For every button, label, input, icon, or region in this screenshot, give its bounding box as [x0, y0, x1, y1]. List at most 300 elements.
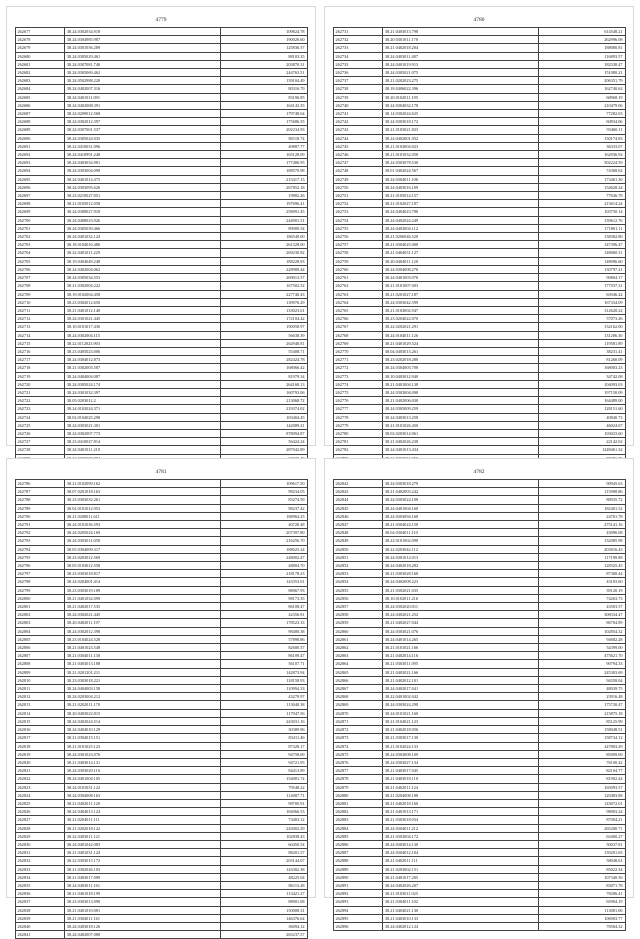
account-code-cell: 38.21.0404021.130: [382, 906, 538, 914]
amount-cell: 244901.51: [220, 216, 307, 224]
amount-cell: 94721.95: [220, 758, 307, 766]
account-code-cell: 38.21.0401017.205: [382, 873, 538, 881]
row-id-cell: 262691: [15, 142, 64, 150]
amount-cell: 89909.54: [220, 224, 307, 232]
amount-cell: 94682.28: [538, 635, 625, 643]
amount-cell: 265200.71: [538, 824, 625, 832]
account-code-cell: 38.21.0403021.166: [382, 668, 538, 676]
amount-cell: 113081.06: [538, 906, 625, 914]
table-row: [333, 480, 625, 488]
account-code-cell: 38.23.0410027.814: [64, 438, 220, 446]
table-row: [15, 931, 307, 939]
table-row: [333, 372, 625, 380]
table-row: [333, 397, 625, 405]
amount-cell: 77636.78: [538, 192, 625, 200]
row-id-cell: 262780: [333, 429, 382, 437]
table-row: [15, 421, 307, 429]
table-row: [15, 562, 307, 570]
row-id-cell: 262763: [333, 290, 382, 298]
row-id-cell: 262774: [333, 380, 382, 388]
page-number: 4781: [155, 469, 167, 475]
row-id-cell: 262726: [15, 429, 64, 437]
amount-cell: 182338.47: [538, 60, 625, 68]
amount-cell: 143353.01: [220, 578, 307, 586]
row-id-cell: 262765: [333, 306, 382, 314]
row-id-cell: 262842: [333, 480, 382, 488]
amount-cell: 83274.59: [220, 496, 307, 504]
account-code-cell: 38.10.0102011.216: [382, 594, 538, 602]
row-id-cell: 262694: [15, 167, 64, 175]
amount-cell: 131206.30: [538, 331, 625, 339]
amount-cell: 203144.67: [220, 857, 307, 865]
table-row: [15, 118, 307, 126]
table-row: [333, 167, 625, 175]
amount-cell: 63400.27: [538, 832, 625, 840]
table-row: [333, 159, 625, 167]
table-row: [333, 644, 625, 652]
row-id-cell: 262817: [15, 734, 64, 742]
row-id-cell: 262871: [333, 717, 382, 725]
row-id-cell: 262711: [15, 306, 64, 314]
account-code-cell: 38.24.0403011.487: [382, 52, 538, 60]
table-row: [333, 709, 625, 717]
row-id-cell: 262738: [333, 85, 382, 93]
account-code-cell: 38.24.0402018.282: [382, 562, 538, 570]
table-row: [333, 914, 625, 922]
amount-cell: 218178.23: [220, 570, 307, 578]
row-id-cell: 262725: [15, 421, 64, 429]
row-id-cell: 262698: [15, 200, 64, 208]
table-row: [15, 28, 307, 36]
row-id-cell: 262833: [15, 865, 64, 873]
table-row: [333, 126, 625, 134]
amount-cell: 245303.69: [538, 668, 625, 676]
row-id-cell: 262821: [15, 767, 64, 775]
amount-cell: 43279.97: [220, 693, 307, 701]
table-row: [15, 537, 307, 545]
account-code-cell: 38.21.0401018.199: [64, 890, 220, 898]
amount-cell: 103750.14: [538, 208, 625, 216]
amount-cell: 1248461.32: [538, 446, 625, 454]
account-code-cell: 38.24.0301021.445: [64, 315, 220, 323]
row-id-cell: 262716: [15, 347, 64, 355]
row-id-cell: 262853: [333, 570, 382, 578]
amount-cell: 82600.37: [220, 644, 307, 652]
row-id-cell: 262731: [333, 28, 382, 36]
row-id-cell: 262793: [15, 537, 64, 545]
amount-cell: 203870.31: [220, 60, 307, 68]
amount-cell: 172104.42: [220, 315, 307, 323]
amount-cell: 107340.56: [538, 873, 625, 881]
row-id-cell: 262778: [333, 413, 382, 421]
row-id-cell: 262839: [15, 914, 64, 922]
table-row: [333, 331, 625, 339]
amount-cell: 36094.12: [220, 922, 307, 930]
account-code-cell: 38.21.0202023.275: [382, 77, 538, 85]
table-row: [15, 44, 307, 52]
row-id-cell: 262684: [15, 85, 64, 93]
account-code-cell: 38.21.0403017.089: [64, 873, 220, 881]
account-code-cell: 38.24.0301012.013: [382, 553, 538, 561]
row-id-cell: 262810: [15, 676, 64, 684]
table-row: [333, 224, 625, 232]
account-code-cell: 38.24.0304008.276: [382, 265, 538, 273]
account-code-cell: 38.24.0303004.098: [64, 167, 220, 175]
table-row: [15, 840, 307, 848]
table-row: [15, 151, 307, 159]
table-row: [333, 512, 625, 520]
amount-cell: 88067.93: [220, 586, 307, 594]
row-id-cell: 262777: [333, 405, 382, 413]
row-id-cell: 262699: [15, 208, 64, 216]
table-row: [15, 685, 307, 693]
table-row: [333, 652, 625, 660]
table-row: [333, 537, 625, 545]
table-row: [15, 208, 307, 216]
amount-cell: 160793.06: [220, 388, 307, 396]
amount-cell: 56638.39: [220, 331, 307, 339]
table-row: [333, 488, 625, 496]
row-id-cell: 262767: [333, 323, 382, 331]
account-code-cell: 38.24.0402008.391: [64, 101, 220, 109]
table-row: [15, 873, 307, 881]
amount-cell: 40840.73: [538, 413, 625, 421]
table-row: [333, 356, 625, 364]
amount-cell: 55408.71: [220, 347, 307, 355]
row-id-cell: 262788: [15, 496, 64, 504]
account-code-cell: 38.24.0401004.160: [382, 504, 538, 512]
account-code-cell: 38.24.0404013.124: [64, 808, 220, 816]
account-code-cell: 38.21.0402011.124: [382, 783, 538, 791]
account-code-cell: 38.21.0302021.035: [382, 586, 538, 594]
amount-cell: 103023.60: [538, 429, 625, 437]
row-id-cell: 262723: [15, 405, 64, 413]
amount-cell: 125836.57: [220, 44, 307, 52]
account-code-cell: 38.24.0302007.773: [64, 429, 220, 437]
amount-cell: 84413.89: [220, 767, 307, 775]
row-id-cell: 262849: [333, 537, 382, 545]
row-id-cell: 262823: [15, 783, 64, 791]
row-id-cell: 262800: [15, 594, 64, 602]
amount-cell: 128325.45: [538, 562, 625, 570]
account-code-cell: 38.24.0305029.461: [64, 52, 220, 60]
amount-cell: 150008.31: [220, 906, 307, 914]
amount-cell: 210479.06: [538, 101, 625, 109]
row-id-cell: 262877: [333, 767, 382, 775]
row-id-cell: 262760: [333, 265, 382, 273]
account-code-cell: 38.21.0402017.535: [64, 603, 220, 611]
account-code-cell: 38.21.0103011.025: [382, 890, 538, 898]
account-code-cell: 38.24.0502988.220: [64, 77, 220, 85]
row-id-cell: 262697: [15, 192, 64, 200]
table-row: [15, 594, 307, 602]
row-id-cell: 262772: [333, 364, 382, 372]
row-id-cell: 262802: [15, 611, 64, 619]
table-row: [333, 890, 625, 898]
amount-cell: 58048.61: [538, 857, 625, 865]
amount-cell: 81902.44: [538, 775, 625, 783]
row-id-cell: 262682: [15, 69, 64, 77]
row-id-cell: 262804: [15, 627, 64, 635]
ledger-page-4782: [324, 458, 634, 929]
row-id-cell: 262714: [15, 331, 64, 339]
table-row: [333, 421, 625, 429]
table-row: [15, 709, 307, 717]
account-code-cell: 38.24.0305009.259: [382, 405, 538, 413]
amount-cell: 94358.04: [538, 676, 625, 684]
table-row: [333, 881, 625, 889]
row-id-cell: 262809: [15, 668, 64, 676]
amount-cell: 34742.08: [538, 372, 625, 380]
account-code-cell: 38.24.0401004.105: [64, 775, 220, 783]
account-code-cell: 38.24.0307081.740: [64, 60, 220, 68]
table-row: [15, 488, 307, 496]
table-row: [15, 249, 307, 257]
table-row: [15, 159, 307, 167]
table-row: [333, 69, 625, 77]
account-code-cell: 38.24.0402024.249: [382, 216, 538, 224]
account-code-cell: 38.10.0403012.940: [382, 372, 538, 380]
account-code-cell: 38.23.0210027.051: [64, 192, 220, 200]
account-code-cell: 38.24.0402001.052: [382, 134, 538, 142]
table-row: [333, 742, 625, 750]
table-row: [333, 93, 625, 101]
account-code-cell: 38.20.0403022.815: [64, 709, 220, 717]
account-code-cell: 38.21.0105012.058: [64, 200, 220, 208]
row-id-cell: 262685: [15, 93, 64, 101]
amount-cell: 63946.42: [538, 290, 625, 298]
row-id-cell: 262687: [15, 110, 64, 118]
account-code-cell: 38.23.0204022.070: [382, 315, 538, 323]
row-id-cell: 262867: [333, 685, 382, 693]
amount-cell: 132162.00: [538, 323, 625, 331]
table-row: [333, 504, 625, 512]
amount-cell: 139612.76: [538, 216, 625, 224]
row-id-cell: 262834: [15, 873, 64, 881]
amount-cell: 43096.08: [538, 529, 625, 537]
amount-cell: 148096.60: [538, 257, 625, 265]
table-row: [333, 216, 625, 224]
account-code-cell: 38.24.0402024.514: [64, 717, 220, 725]
amount-cell: 182401.52: [538, 504, 625, 512]
account-code-cell: 38.21.0303018.034: [382, 816, 538, 824]
row-id-cell: 262894: [333, 906, 382, 914]
amount-cell: 167502.52: [220, 282, 307, 290]
amount-cell: 48225.04: [220, 873, 307, 881]
account-code-cell: 38.21.0105014.157: [382, 192, 538, 200]
row-id-cell: 262720: [15, 380, 64, 388]
account-code-cell: 38.21.0201201.211: [64, 668, 220, 676]
row-id-cell: 262854: [333, 578, 382, 586]
row-id-cell: 262851: [333, 553, 382, 561]
row-id-cell: 262848: [333, 529, 382, 537]
account-code-cell: 38.24.0403016.109: [382, 183, 538, 191]
account-code-cell: 38.24.0302012.398: [64, 627, 220, 635]
account-code-cell: 38.21.0101007.003: [382, 282, 538, 290]
table-row: [333, 77, 625, 85]
amount-cell: 164143.35: [220, 101, 307, 109]
row-id-cell: 262702: [15, 233, 64, 241]
amount-cell: 86108.47: [220, 603, 307, 611]
table-row: [333, 775, 625, 783]
account-code-cell: 38.14.0302024.625: [382, 110, 538, 118]
table-row: [333, 249, 625, 257]
account-code-cell: 38.24.0401011.210: [64, 446, 220, 454]
amount-cell: 90945.63: [538, 480, 625, 488]
amount-cell: 81260.09: [538, 356, 625, 364]
row-id-cell: 262832: [15, 857, 64, 865]
row-id-cell: 262773: [333, 372, 382, 380]
account-code-cell: 38.21.0204008.188: [382, 791, 538, 799]
table-row: [15, 60, 307, 68]
amount-cell: 80118.74: [220, 134, 307, 142]
amount-cell: 60834.06: [538, 118, 625, 126]
row-id-cell: 262759: [333, 257, 382, 265]
account-code-cell: 38.21.0402018.204: [382, 44, 538, 52]
amount-cell: 216256.70: [220, 537, 307, 545]
account-code-cell: 38.24.0303021.301: [64, 421, 220, 429]
amount-cell: 23916.48: [538, 693, 625, 701]
account-code-cell: 38.24.0401014.265: [382, 635, 538, 643]
amount-cell: 65904.19: [538, 898, 625, 906]
amount-cell: 258091.45: [220, 208, 307, 216]
ledger-page-4780: [324, 6, 634, 453]
table-row: [333, 446, 625, 454]
account-code-cell: 38.21.0103021.823: [382, 126, 538, 134]
row-id-cell: 262835: [15, 881, 64, 889]
row-id-cell: 262704: [15, 249, 64, 257]
account-code-cell: 38.24.0304003.708: [382, 364, 538, 372]
amount-cell: 188228.93: [220, 257, 307, 265]
table-row: [333, 734, 625, 742]
table-row: [15, 906, 307, 914]
account-code-cell: 38.01.0402024.567: [382, 167, 538, 175]
row-id-cell: 262797: [15, 570, 64, 578]
row-id-cell: 262789: [15, 504, 64, 512]
amount-cell: 114087.71: [220, 791, 307, 799]
account-code-cell: 38.04.0403013.261: [382, 347, 538, 355]
row-id-cell: 262744: [333, 134, 382, 142]
table-row: [333, 799, 625, 807]
row-id-cell: 262681: [15, 60, 64, 68]
account-code-cell: 38.24.0403013.258: [382, 413, 538, 421]
row-id-cell: 262739: [333, 93, 382, 101]
amount-cell: 202234.93: [220, 126, 307, 134]
amount-cell: 104093.03: [538, 380, 625, 388]
amount-cell: 90804.17: [538, 274, 625, 282]
amount-cell: 243002.29: [220, 824, 307, 832]
account-code-cell: 38.24.0205024.169: [64, 529, 220, 537]
amount-cell: 177406.95: [220, 159, 307, 167]
amount-cell: 93460.11: [538, 126, 625, 134]
account-code-cell: 38.24.0101036.593: [64, 521, 220, 529]
table-row: [333, 726, 625, 734]
table-row: [15, 290, 307, 298]
row-id-cell: 262826: [15, 808, 64, 816]
table-row: [15, 446, 307, 454]
row-id-cell: 262792: [15, 529, 64, 537]
table-row: [15, 257, 307, 265]
table-row: [333, 767, 625, 775]
row-id-cell: 262677: [15, 28, 64, 36]
row-id-cell: 262756: [333, 233, 382, 241]
row-id-cell: 262766: [333, 315, 382, 323]
amount-cell: 120483.88: [538, 791, 625, 799]
row-id-cell: 262732: [333, 36, 382, 44]
table-row: [15, 429, 307, 437]
account-code-cell: 38.21.0201027.187: [382, 290, 538, 298]
account-code-cell: 38.24.0303078.530: [382, 159, 538, 167]
row-id-cell: 262719: [15, 372, 64, 380]
row-id-cell: 262781: [333, 438, 382, 446]
row-id-cell: 262890: [333, 873, 382, 881]
amount-cell: 109617.50: [220, 480, 307, 488]
table-row: [333, 816, 625, 824]
ledger-table: [15, 27, 308, 479]
account-code-cell: 38.24.0303024.298: [382, 701, 538, 709]
amount-cell: 48804.70: [220, 562, 307, 570]
ledger-table: [333, 27, 626, 479]
amount-cell: 113040.38: [220, 701, 307, 709]
table-row: [15, 85, 307, 93]
table-row: [15, 356, 307, 364]
row-id-cell: 262747: [333, 159, 382, 167]
amount-cell: 115908.86: [538, 488, 625, 496]
amount-cell: 175720.47: [538, 701, 625, 709]
table-row: [15, 216, 307, 224]
account-code-cell: 38.21.0204011.111: [64, 816, 220, 824]
table-row: [15, 922, 307, 930]
amount-cell: 106903.77: [538, 914, 625, 922]
account-code-cell: 38.24.0303094.168: [382, 512, 538, 520]
amount-cell: 143072.01: [538, 799, 625, 807]
row-id-cell: 262769: [333, 339, 382, 347]
account-code-cell: 38.18.0406022.396: [382, 85, 538, 93]
table-row: [15, 668, 307, 676]
row-id-cell: 262822: [15, 775, 64, 783]
amount-cell: 83411.46: [220, 734, 307, 742]
account-code-cell: 38.21.0402014.116: [382, 652, 538, 660]
account-code-cell: 38.21.0402011.111: [382, 857, 538, 865]
row-id-cell: 262690: [15, 134, 64, 142]
amount-cell: 167334.09: [538, 298, 625, 306]
amount-cell: 48039.75: [538, 685, 625, 693]
account-code-cell: 38.24.0404010.129: [64, 726, 220, 734]
amount-cell: 164489.00: [538, 397, 625, 405]
row-id-cell: 262786: [15, 480, 64, 488]
table-row: [333, 306, 625, 314]
account-code-cell: 38.24.0304032.178: [382, 101, 538, 109]
account-code-cell: 38.21.0401013.171: [382, 808, 538, 816]
table-row: [15, 438, 307, 446]
row-id-cell: 262818: [15, 742, 64, 750]
amount-cell: 118158.93: [220, 676, 307, 684]
row-id-cell: 262891: [333, 881, 382, 889]
table-row: [15, 306, 307, 314]
row-id-cell: 262692: [15, 151, 64, 159]
account-code-cell: 38.24.0303004.098: [382, 388, 538, 396]
amount-cell: 265237.57: [220, 931, 307, 939]
account-code-cell: 38.22.0403011.121: [64, 832, 220, 840]
amount-cell: 49887.77: [220, 142, 307, 150]
table-row: [15, 496, 307, 504]
row-id-cell: 262775: [333, 388, 382, 396]
row-id-cell: 262728: [15, 446, 64, 454]
amount-cell: 119581.89: [538, 339, 625, 347]
table-row: [15, 36, 307, 44]
amount-cell: 168003.23: [538, 364, 625, 372]
table-row: [15, 857, 307, 865]
